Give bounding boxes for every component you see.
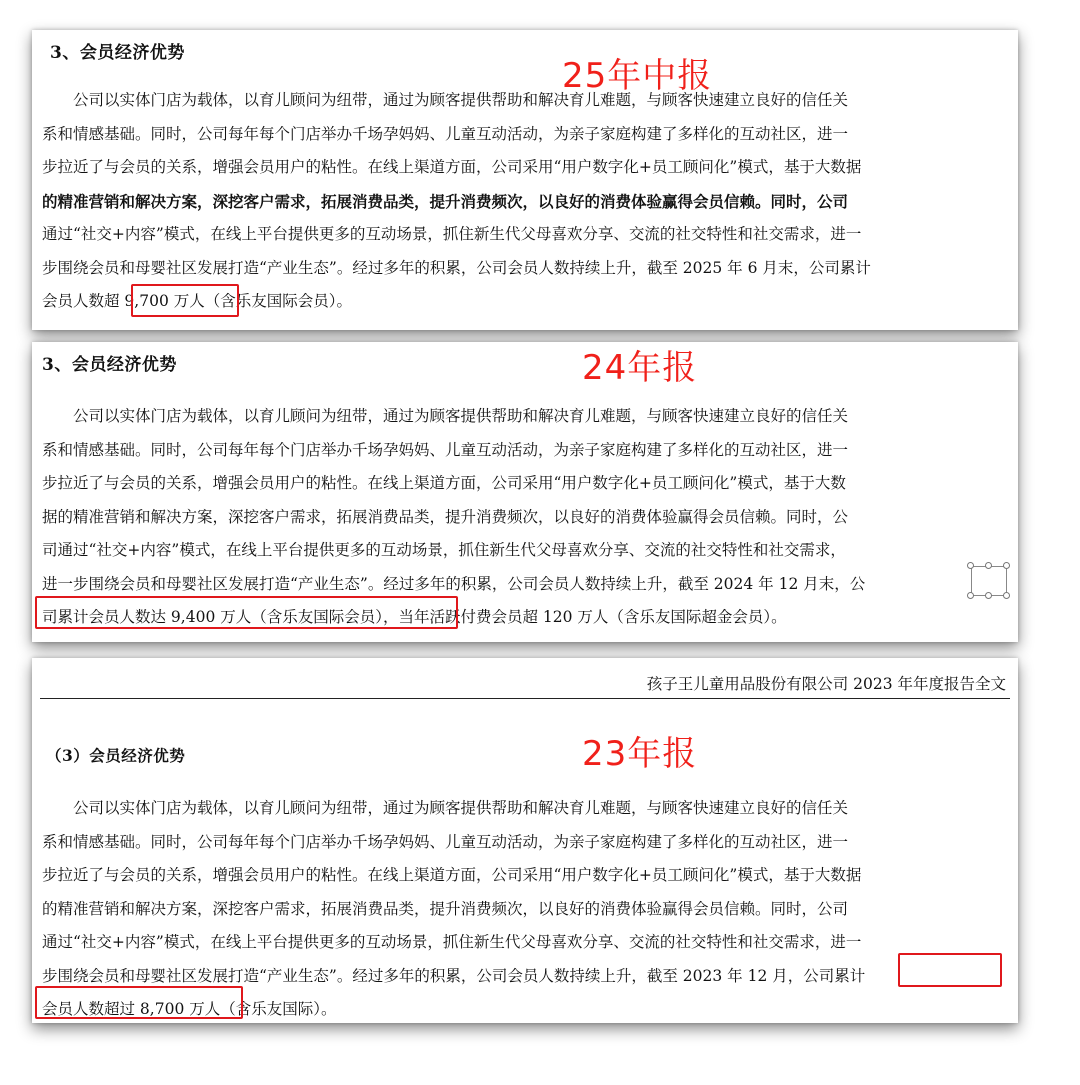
paragraph-line: 系和情感基础。同时，公司每年每个门店举办千场孕妈妈、儿童互动活动，为亲子家庭构建了多样化的互动社区，进一	[42, 440, 849, 459]
paragraph-line: 公司以实体门店为载体，以育儿顾问为纽带，通过为顾客提供帮助和解决育儿难题，与顾客快速建立良好的信任关	[42, 407, 849, 425]
report-excerpt-2025-interim	[32, 30, 1018, 330]
paragraph-line: 步拉近了与会员的关系，增强会员用户的粘性。在线上渠道方面，公司采用“用户数字化+员工顾问化”模式，基于大数	[42, 474, 846, 492]
paragraph-line: 的精准营销和解决方案，深挖客户需求，拓展消费品类，提升消费频次，以良好的消费体验赢得会员信赖。同时，公司	[42, 191, 849, 211]
resize-handle[interactable]	[1003, 562, 1010, 569]
paragraph	[42, 84, 1004, 319]
paragraph-line: 公司以实体门店为载体，以育儿顾问为纽带，通过为顾客提供帮助和解决育儿难题，与顾客快速建立良好的信任关	[42, 799, 849, 817]
paragraph-line: 司通过“社交+内容”模式，在线上平台提供更多的互动场景，抓住新生代父母喜欢分享、交流的社交特性和社交需求，	[42, 541, 846, 559]
paragraph-line: 步拉近了与会员的关系，增强会员用户的粘性。在线上渠道方面，公司采用“用户数字化+员工顾问化”模式，基于大数据	[42, 158, 862, 176]
report-excerpt-2024-annual	[32, 342, 1018, 642]
resize-handle[interactable]	[1003, 592, 1010, 599]
resize-handle[interactable]	[985, 562, 992, 569]
paragraph	[42, 792, 1004, 1023]
resize-handle[interactable]	[967, 562, 974, 569]
paragraph-line: 会员人数超 9,700 万人（含乐友国际会员）。	[42, 292, 352, 310]
section-heading: 3、会员经济优势	[42, 355, 177, 375]
paragraph-line: 公司以实体门店为载体，以育儿顾问为纽带，通过为顾客提供帮助和解决育儿难题，与顾客快速建立良好的信任关	[42, 91, 849, 109]
paragraph-line: 系和情感基础。同时，公司每年每个门店举办千场孕妈妈、儿童互动活动，为亲子家庭构建了多样化的互动社区，进一	[42, 832, 849, 851]
paragraph-line: 系和情感基础。同时，公司每年每个门店举办千场孕妈妈、儿童互动活动，为亲子家庭构建了多样化的互动社区，进一	[42, 124, 849, 143]
section-heading: （3）会员经济优势	[46, 746, 186, 765]
paragraph-line: 步围绕会员和母婴社区发展打造“产业生态”。经过多年的积累，公司会员人数持续上升，截至 2025 年 6 月末，公司累计	[42, 258, 871, 277]
resize-handle[interactable]	[985, 592, 992, 599]
header-divider	[40, 698, 1010, 699]
paragraph-line: 步围绕会员和母婴社区发展打造“产业生态”。经过多年的积累，公司会员人数持续上升，截至 2023 年 12 月，公司累计	[42, 966, 866, 985]
resize-handle[interactable]	[967, 592, 974, 599]
paragraph-line: 据的精准营销和解决方案，深挖客户需求，拓展消费品类，提升消费频次，以良好的消费体验赢得会员信赖。同时，公	[42, 507, 849, 526]
paragraph-line: 步拉近了与会员的关系，增强会员用户的粘性。在线上渠道方面，公司采用“用户数字化+员工顾问化”模式，基于大数据	[42, 866, 862, 884]
report-period-label: 24年报	[582, 348, 698, 388]
report-excerpt-2023-annual	[32, 658, 1018, 1023]
report-period-label: 23年报	[582, 734, 698, 774]
paragraph	[42, 400, 1004, 635]
paragraph-line: 进一步围绕会员和母婴社区发展打造“产业生态”。经过多年的积累，公司会员人数持续上升，截至 2024 年 12 月末，公	[42, 574, 866, 593]
paragraph-line: 通过“社交+内容”模式，在线上平台提供更多的互动场景，抓住新生代父母喜欢分享、交流的社交特性和社交需求，进一	[42, 933, 862, 951]
section-heading: 3、会员经济优势	[50, 43, 185, 63]
paragraph-line: 的精准营销和解决方案，深挖客户需求，拓展消费品类，提升消费频次，以良好的消费体验赢得会员信赖。同时，公司	[42, 899, 849, 918]
paragraph-line: 司累计会员人数达 9,400 万人（含乐友国际会员），当年活跃付费会员超 120 万人（含乐友国际超金会员）。	[42, 608, 787, 626]
report-running-header: 孩子王儿童用品股份有限公司 2023 年年度报告全文	[646, 675, 1006, 693]
paragraph-line: 会员人数超过 8,700 万人（含乐友国际）。	[42, 1000, 337, 1018]
report-period-label: 25年中报	[562, 56, 713, 96]
paragraph-line: 通过“社交+内容”模式，在线上平台提供更多的互动场景，抓住新生代父母喜欢分享、交流的社交特性和社交需求，进一	[42, 225, 862, 243]
